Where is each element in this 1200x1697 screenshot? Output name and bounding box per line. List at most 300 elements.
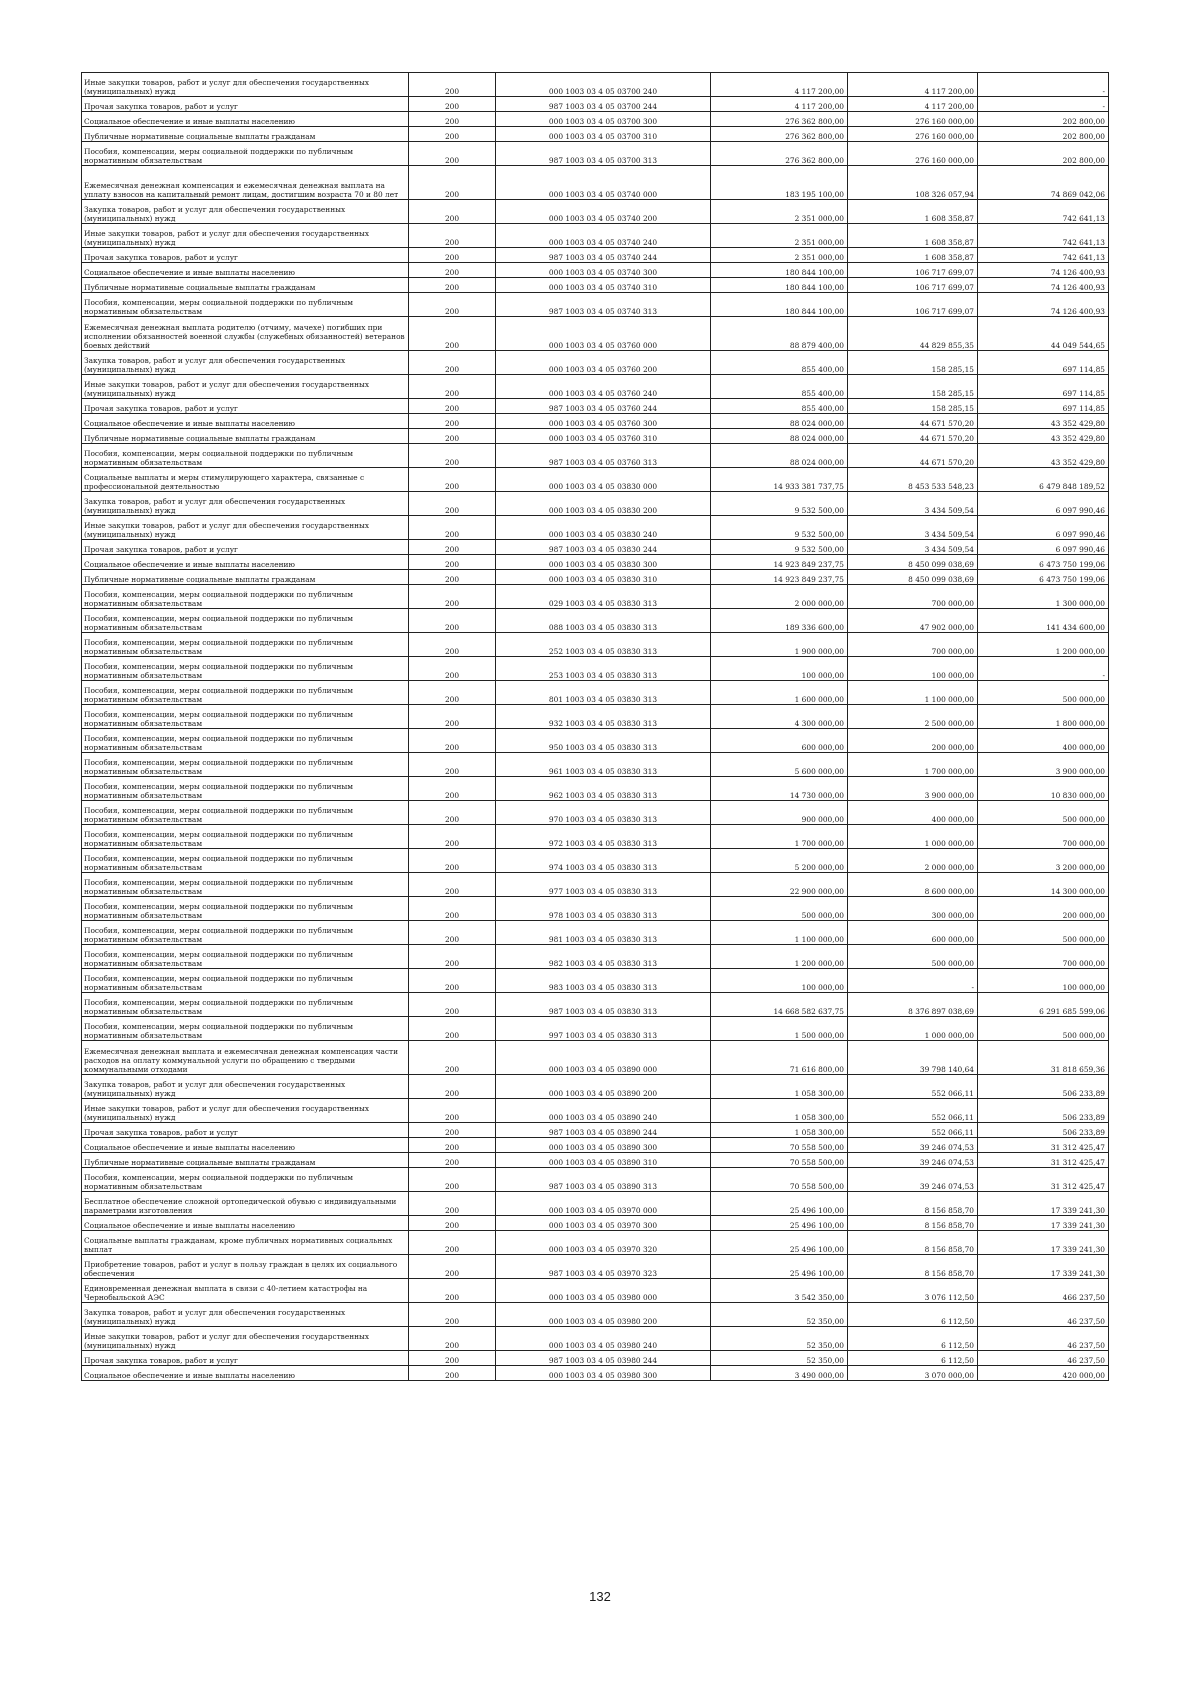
approved-amount-cell: 600 000,00: [711, 729, 848, 753]
table-row: [82, 969, 1109, 993]
approved-amount-cell: 855 400,00: [711, 375, 848, 399]
table-row: [82, 1123, 1109, 1138]
executed-amount-cell: 2 500 000,00: [848, 705, 978, 729]
line-code-cell: 200: [409, 849, 496, 873]
line-code-cell: 200: [409, 399, 496, 414]
item-name-cell: Пособия, компенсации, меры социальной поддержки по публичным нормативным обязательствам: [82, 825, 409, 849]
unexecuted-amount-cell: 17 339 241,30: [978, 1255, 1109, 1279]
line-code-cell: 200: [409, 1255, 496, 1279]
table-row: [82, 945, 1109, 969]
line-code-cell: 200: [409, 657, 496, 681]
executed-amount-cell: 8 600 000,00: [848, 873, 978, 897]
table-row: [82, 414, 1109, 429]
approved-amount-cell: 4 117 200,00: [711, 97, 848, 112]
item-name-cell: Пособия, компенсации, меры социальной поддержки по публичным нормативным обязательствам: [82, 609, 409, 633]
approved-amount-cell: 2 351 000,00: [711, 224, 848, 248]
approved-amount-cell: 88 024 000,00: [711, 414, 848, 429]
table-row: [82, 127, 1109, 142]
table-row: [82, 516, 1109, 540]
item-name-cell: Пособия, компенсации, меры социальной поддержки по публичным нормативным обязательствам: [82, 777, 409, 801]
approved-amount-cell: 189 336 600,00: [711, 609, 848, 633]
table-row: [82, 1279, 1109, 1303]
item-name-cell: Закупка товаров, работ и услуг для обеспечения государственных (муниципальных) нужд: [82, 351, 409, 375]
line-code-cell: 200: [409, 444, 496, 468]
line-code-cell: 200: [409, 1231, 496, 1255]
approved-amount-cell: 100 000,00: [711, 969, 848, 993]
budget-code-cell: 982 1003 03 4 05 03830 313: [496, 945, 711, 969]
executed-amount-cell: 39 246 074,53: [848, 1138, 978, 1153]
unexecuted-amount-cell: 500 000,00: [978, 921, 1109, 945]
item-name-cell: Пособия, компенсации, меры социальной поддержки по публичным нормативным обязательствам: [82, 729, 409, 753]
unexecuted-amount-cell: 3 200 000,00: [978, 849, 1109, 873]
item-name-cell: Иные закупки товаров, работ и услуг для обеспечения государственных (муниципальных) нужд: [82, 224, 409, 248]
budget-code-cell: 978 1003 03 4 05 03830 313: [496, 897, 711, 921]
line-code-cell: 200: [409, 112, 496, 127]
approved-amount-cell: 70 558 500,00: [711, 1153, 848, 1168]
table-row: [82, 1255, 1109, 1279]
executed-amount-cell: 400 000,00: [848, 801, 978, 825]
item-name-cell: Закупка товаров, работ и услуг для обеспечения государственных (муниципальных) нужд: [82, 492, 409, 516]
executed-amount-cell: 1 608 358,87: [848, 200, 978, 224]
table-row: [82, 1327, 1109, 1351]
executed-amount-cell: 158 285,15: [848, 399, 978, 414]
line-code-cell: 200: [409, 1327, 496, 1351]
executed-amount-cell: 108 326 057,94: [848, 166, 978, 200]
budget-code-cell: 987 1003 03 4 05 03740 244: [496, 248, 711, 263]
executed-amount-cell: 39 246 074,53: [848, 1168, 978, 1192]
budget-code-cell: 801 1003 03 4 05 03830 313: [496, 681, 711, 705]
unexecuted-amount-cell: 202 800,00: [978, 112, 1109, 127]
line-code-cell: 200: [409, 1168, 496, 1192]
line-code-cell: 200: [409, 293, 496, 317]
executed-amount-cell: 1 100 000,00: [848, 681, 978, 705]
executed-amount-cell: 1 000 000,00: [848, 825, 978, 849]
budget-code-cell: 000 1003 03 4 05 03830 310: [496, 570, 711, 585]
unexecuted-amount-cell: 31 312 425,47: [978, 1153, 1109, 1168]
line-code-cell: 200: [409, 248, 496, 263]
executed-amount-cell: 3 434 509,54: [848, 492, 978, 516]
approved-amount-cell: 1 100 000,00: [711, 921, 848, 945]
approved-amount-cell: 1 200 000,00: [711, 945, 848, 969]
budget-code-cell: 987 1003 03 4 05 03740 313: [496, 293, 711, 317]
budget-code-cell: 000 1003 03 4 05 03740 200: [496, 200, 711, 224]
budget-code-cell: 000 1003 03 4 05 03740 300: [496, 263, 711, 278]
item-name-cell: Прочая закупка товаров, работ и услуг: [82, 97, 409, 112]
approved-amount-cell: 70 558 500,00: [711, 1168, 848, 1192]
line-code-cell: 200: [409, 1366, 496, 1381]
budget-code-cell: 000 1003 03 4 05 03890 310: [496, 1153, 711, 1168]
budget-code-cell: 972 1003 03 4 05 03830 313: [496, 825, 711, 849]
budget-code-cell: 974 1003 03 4 05 03830 313: [496, 849, 711, 873]
line-code-cell: 200: [409, 993, 496, 1017]
item-name-cell: Публичные нормативные социальные выплаты гражданам: [82, 1153, 409, 1168]
item-name-cell: Социальное обеспечение и иные выплаты населению: [82, 1216, 409, 1231]
unexecuted-amount-cell: 74 126 400,93: [978, 263, 1109, 278]
item-name-cell: Иные закупки товаров, работ и услуг для обеспечения государственных (муниципальных) нужд: [82, 516, 409, 540]
unexecuted-amount-cell: 742 641,13: [978, 200, 1109, 224]
line-code-cell: 200: [409, 681, 496, 705]
line-code-cell: 200: [409, 1123, 496, 1138]
table-row: [82, 224, 1109, 248]
line-code-cell: 200: [409, 97, 496, 112]
approved-amount-cell: 3 490 000,00: [711, 1366, 848, 1381]
budget-code-cell: 000 1003 03 4 05 03760 240: [496, 375, 711, 399]
page-number: 132: [589, 1589, 611, 1604]
line-code-cell: 200: [409, 705, 496, 729]
line-code-cell: 200: [409, 414, 496, 429]
unexecuted-amount-cell: 6 097 990,46: [978, 492, 1109, 516]
approved-amount-cell: 14 933 381 737,75: [711, 468, 848, 492]
table-row: [82, 1017, 1109, 1041]
unexecuted-amount-cell: 500 000,00: [978, 1017, 1109, 1041]
executed-amount-cell: 1 608 358,87: [848, 248, 978, 263]
executed-amount-cell: 39 246 074,53: [848, 1153, 978, 1168]
unexecuted-amount-cell: 700 000,00: [978, 945, 1109, 969]
line-code-cell: 200: [409, 468, 496, 492]
item-name-cell: Публичные нормативные социальные выплаты гражданам: [82, 127, 409, 142]
unexecuted-amount-cell: 466 237,50: [978, 1279, 1109, 1303]
approved-amount-cell: 1 600 000,00: [711, 681, 848, 705]
table-row: [82, 585, 1109, 609]
executed-amount-cell: 106 717 699,07: [848, 278, 978, 293]
unexecuted-amount-cell: 46 237,50: [978, 1351, 1109, 1366]
approved-amount-cell: 22 900 000,00: [711, 873, 848, 897]
unexecuted-amount-cell: 1 800 000,00: [978, 705, 1109, 729]
approved-amount-cell: 4 117 200,00: [711, 73, 848, 97]
item-name-cell: Пособия, компенсации, меры социальной поддержки по публичным нормативным обязательствам: [82, 444, 409, 468]
item-name-cell: Пособия, компенсации, меры социальной поддержки по публичным нормативным обязательствам: [82, 585, 409, 609]
table-row: [82, 293, 1109, 317]
executed-amount-cell: 700 000,00: [848, 633, 978, 657]
item-name-cell: Пособия, компенсации, меры социальной поддержки по публичным нормативным обязательствам: [82, 293, 409, 317]
approved-amount-cell: 183 195 100,00: [711, 166, 848, 200]
item-name-cell: Прочая закупка товаров, работ и услуг: [82, 1123, 409, 1138]
executed-amount-cell: 6 112,50: [848, 1327, 978, 1351]
item-name-cell: Иные закупки товаров, работ и услуг для обеспечения государственных (муниципальных) нужд: [82, 73, 409, 97]
item-name-cell: Ежемесячная денежная выплата и ежемесячная денежная компенсация части расходов на оплату коммунальной услуги по обращению с твердыми коммунальными отходами: [82, 1041, 409, 1075]
approved-amount-cell: 4 300 000,00: [711, 705, 848, 729]
executed-amount-cell: 3 900 000,00: [848, 777, 978, 801]
unexecuted-amount-cell: 74 869 042,06: [978, 166, 1109, 200]
approved-amount-cell: 9 532 500,00: [711, 540, 848, 555]
unexecuted-amount-cell: 506 233,89: [978, 1099, 1109, 1123]
budget-code-cell: 997 1003 03 4 05 03830 313: [496, 1017, 711, 1041]
table-row: [82, 1041, 1109, 1075]
item-name-cell: Публичные нормативные социальные выплаты гражданам: [82, 429, 409, 444]
approved-amount-cell: 1 058 300,00: [711, 1123, 848, 1138]
line-code-cell: 200: [409, 777, 496, 801]
line-code-cell: 200: [409, 127, 496, 142]
executed-amount-cell: 700 000,00: [848, 585, 978, 609]
approved-amount-cell: 88 024 000,00: [711, 444, 848, 468]
unexecuted-amount-cell: 202 800,00: [978, 142, 1109, 166]
item-name-cell: Публичные нормативные социальные выплаты гражданам: [82, 570, 409, 585]
budget-code-cell: 987 1003 03 4 05 03890 244: [496, 1123, 711, 1138]
executed-amount-cell: 2 000 000,00: [848, 849, 978, 873]
item-name-cell: Иные закупки товаров, работ и услуг для обеспечения государственных (муниципальных) нужд: [82, 1327, 409, 1351]
item-name-cell: Социальное обеспечение и иные выплаты населению: [82, 1366, 409, 1381]
budget-code-cell: 987 1003 03 4 05 03700 244: [496, 97, 711, 112]
approved-amount-cell: 52 350,00: [711, 1327, 848, 1351]
executed-amount-cell: 3 070 000,00: [848, 1366, 978, 1381]
line-code-cell: 200: [409, 1216, 496, 1231]
approved-amount-cell: 25 496 100,00: [711, 1231, 848, 1255]
table-row: [82, 825, 1109, 849]
table-row: [82, 1168, 1109, 1192]
unexecuted-amount-cell: 697 114,85: [978, 351, 1109, 375]
executed-amount-cell: 1 700 000,00: [848, 753, 978, 777]
unexecuted-amount-cell: 1 200 000,00: [978, 633, 1109, 657]
table-row: [82, 633, 1109, 657]
approved-amount-cell: 2 351 000,00: [711, 200, 848, 224]
approved-amount-cell: 25 496 100,00: [711, 1255, 848, 1279]
budget-code-cell: 000 1003 03 4 05 03970 300: [496, 1216, 711, 1231]
executed-amount-cell: 300 000,00: [848, 897, 978, 921]
item-name-cell: Закупка товаров, работ и услуг для обеспечения государственных (муниципальных) нужд: [82, 200, 409, 224]
item-name-cell: Бесплатное обеспечение сложной ортопедической обувью с индивидуальными параметрами изготовления: [82, 1192, 409, 1216]
executed-amount-cell: 44 671 570,20: [848, 444, 978, 468]
unexecuted-amount-cell: 6 097 990,46: [978, 516, 1109, 540]
executed-amount-cell: 1 000 000,00: [848, 1017, 978, 1041]
executed-amount-cell: 6 112,50: [848, 1351, 978, 1366]
budget-code-cell: 981 1003 03 4 05 03830 313: [496, 921, 711, 945]
executed-amount-cell: 6 112,50: [848, 1303, 978, 1327]
table-row: [82, 166, 1109, 200]
table-row: [82, 897, 1109, 921]
line-code-cell: 200: [409, 1279, 496, 1303]
budget-code-cell: 000 1003 03 4 05 03740 000: [496, 166, 711, 200]
item-name-cell: Пособия, компенсации, меры социальной поддержки по публичным нормативным обязательствам: [82, 993, 409, 1017]
unexecuted-amount-cell: 31 312 425,47: [978, 1168, 1109, 1192]
executed-amount-cell: 44 829 855,35: [848, 317, 978, 351]
table-row: [82, 1192, 1109, 1216]
budget-code-cell: 987 1003 03 4 05 03830 244: [496, 540, 711, 555]
budget-code-cell: 950 1003 03 4 05 03830 313: [496, 729, 711, 753]
budget-code-cell: 987 1003 03 4 05 03890 313: [496, 1168, 711, 1192]
table-row: [82, 317, 1109, 351]
line-code-cell: 200: [409, 1351, 496, 1366]
budget-code-cell: 000 1003 03 4 05 03890 200: [496, 1075, 711, 1099]
unexecuted-amount-cell: 31 818 659,36: [978, 1041, 1109, 1075]
budget-code-cell: 970 1003 03 4 05 03830 313: [496, 801, 711, 825]
unexecuted-amount-cell: 31 312 425,47: [978, 1138, 1109, 1153]
approved-amount-cell: 276 362 800,00: [711, 112, 848, 127]
item-name-cell: Пособия, компенсации, меры социальной поддержки по публичным нормативным обязательствам: [82, 753, 409, 777]
approved-amount-cell: 855 400,00: [711, 399, 848, 414]
budget-code-cell: 961 1003 03 4 05 03830 313: [496, 753, 711, 777]
item-name-cell: Социальное обеспечение и иные выплаты населению: [82, 555, 409, 570]
unexecuted-amount-cell: 6 097 990,46: [978, 540, 1109, 555]
approved-amount-cell: 500 000,00: [711, 897, 848, 921]
budget-code-cell: 000 1003 03 4 05 03980 000: [496, 1279, 711, 1303]
item-name-cell: Закупка товаров, работ и услуг для обеспечения государственных (муниципальных) нужд: [82, 1075, 409, 1099]
budget-execution-table: [81, 72, 1109, 1381]
unexecuted-amount-cell: 420 000,00: [978, 1366, 1109, 1381]
table-row: [82, 278, 1109, 293]
budget-code-cell: 977 1003 03 4 05 03830 313: [496, 873, 711, 897]
budget-code-cell: 000 1003 03 4 05 03760 200: [496, 351, 711, 375]
executed-amount-cell: 4 117 200,00: [848, 73, 978, 97]
unexecuted-amount-cell: 202 800,00: [978, 127, 1109, 142]
approved-amount-cell: 25 496 100,00: [711, 1192, 848, 1216]
unexecuted-amount-cell: 10 830 000,00: [978, 777, 1109, 801]
unexecuted-amount-cell: -: [978, 657, 1109, 681]
line-code-cell: 200: [409, 263, 496, 278]
unexecuted-amount-cell: 500 000,00: [978, 801, 1109, 825]
executed-amount-cell: 8 376 897 038,69: [848, 993, 978, 1017]
unexecuted-amount-cell: 141 434 600,00: [978, 609, 1109, 633]
line-code-cell: 200: [409, 1017, 496, 1041]
executed-amount-cell: 8 450 099 038,69: [848, 555, 978, 570]
unexecuted-amount-cell: 742 641,13: [978, 224, 1109, 248]
approved-amount-cell: 5 600 000,00: [711, 753, 848, 777]
approved-amount-cell: 1 900 000,00: [711, 633, 848, 657]
item-name-cell: Прочая закупка товаров, работ и услуг: [82, 540, 409, 555]
unexecuted-amount-cell: 3 900 000,00: [978, 753, 1109, 777]
budget-table-container: [81, 72, 1108, 1381]
executed-amount-cell: 500 000,00: [848, 945, 978, 969]
unexecuted-amount-cell: 400 000,00: [978, 729, 1109, 753]
item-name-cell: Пособия, компенсации, меры социальной поддержки по публичным нормативным обязательствам: [82, 801, 409, 825]
line-code-cell: 200: [409, 73, 496, 97]
table-row: [82, 1099, 1109, 1123]
approved-amount-cell: 855 400,00: [711, 351, 848, 375]
executed-amount-cell: 3 076 112,50: [848, 1279, 978, 1303]
table-row: [82, 351, 1109, 375]
table-row: [82, 200, 1109, 224]
line-code-cell: 200: [409, 801, 496, 825]
line-code-cell: 200: [409, 351, 496, 375]
unexecuted-amount-cell: 6 291 685 599,06: [978, 993, 1109, 1017]
budget-code-cell: 000 1003 03 4 05 03980 300: [496, 1366, 711, 1381]
budget-code-cell: 000 1003 03 4 05 03970 000: [496, 1192, 711, 1216]
unexecuted-amount-cell: 43 352 429,80: [978, 414, 1109, 429]
table-row: [82, 1075, 1109, 1099]
budget-code-cell: 000 1003 03 4 05 03700 310: [496, 127, 711, 142]
approved-amount-cell: 9 532 500,00: [711, 492, 848, 516]
budget-code-cell: 029 1003 03 4 05 03830 313: [496, 585, 711, 609]
unexecuted-amount-cell: 742 641,13: [978, 248, 1109, 263]
approved-amount-cell: 3 542 350,00: [711, 1279, 848, 1303]
table-row: [82, 873, 1109, 897]
unexecuted-amount-cell: 17 339 241,30: [978, 1216, 1109, 1231]
table-row: [82, 1366, 1109, 1381]
budget-code-cell: 000 1003 03 4 05 03740 240: [496, 224, 711, 248]
approved-amount-cell: 276 362 800,00: [711, 127, 848, 142]
item-name-cell: Приобретение товаров, работ и услуг в пользу граждан в целях их социального обеспечения: [82, 1255, 409, 1279]
line-code-cell: 200: [409, 570, 496, 585]
unexecuted-amount-cell: 17 339 241,30: [978, 1231, 1109, 1255]
item-name-cell: Пособия, компенсации, меры социальной поддержки по публичным нормативным обязательствам: [82, 921, 409, 945]
unexecuted-amount-cell: 46 237,50: [978, 1327, 1109, 1351]
line-code-cell: 200: [409, 1303, 496, 1327]
item-name-cell: Социальное обеспечение и иные выплаты населению: [82, 414, 409, 429]
line-code-cell: 200: [409, 1138, 496, 1153]
line-code-cell: 200: [409, 921, 496, 945]
unexecuted-amount-cell: 100 000,00: [978, 969, 1109, 993]
table-body: [82, 73, 1109, 1381]
table-row: [82, 1303, 1109, 1327]
item-name-cell: Пособия, компенсации, меры социальной поддержки по публичным нормативным обязательствам: [82, 849, 409, 873]
budget-code-cell: 000 1003 03 4 05 03830 200: [496, 492, 711, 516]
executed-amount-cell: 106 717 699,07: [848, 293, 978, 317]
line-code-cell: 200: [409, 1041, 496, 1075]
approved-amount-cell: 1 058 300,00: [711, 1075, 848, 1099]
budget-code-cell: 983 1003 03 4 05 03830 313: [496, 969, 711, 993]
line-code-cell: 200: [409, 492, 496, 516]
budget-code-cell: 987 1003 03 4 05 03700 313: [496, 142, 711, 166]
table-row: [82, 657, 1109, 681]
budget-code-cell: 252 1003 03 4 05 03830 313: [496, 633, 711, 657]
approved-amount-cell: 52 350,00: [711, 1303, 848, 1327]
budget-code-cell: 987 1003 03 4 05 03760 313: [496, 444, 711, 468]
executed-amount-cell: 276 160 000,00: [848, 112, 978, 127]
unexecuted-amount-cell: -: [978, 97, 1109, 112]
approved-amount-cell: 180 844 100,00: [711, 263, 848, 278]
executed-amount-cell: 44 671 570,20: [848, 414, 978, 429]
budget-code-cell: 000 1003 03 4 05 03830 000: [496, 468, 711, 492]
approved-amount-cell: 276 362 800,00: [711, 142, 848, 166]
line-code-cell: 200: [409, 969, 496, 993]
line-code-cell: 200: [409, 166, 496, 200]
approved-amount-cell: 14 668 582 637,75: [711, 993, 848, 1017]
budget-code-cell: 000 1003 03 4 05 03890 000: [496, 1041, 711, 1075]
budget-code-cell: 987 1003 03 4 05 03760 244: [496, 399, 711, 414]
unexecuted-amount-cell: 14 300 000,00: [978, 873, 1109, 897]
item-name-cell: Пособия, компенсации, меры социальной поддержки по публичным нормативным обязательствам: [82, 705, 409, 729]
table-row: [82, 993, 1109, 1017]
line-code-cell: 200: [409, 224, 496, 248]
line-code-cell: 200: [409, 1153, 496, 1168]
table-row: [82, 1153, 1109, 1168]
table-row: [82, 729, 1109, 753]
table-row: [82, 492, 1109, 516]
line-code-cell: 200: [409, 753, 496, 777]
budget-code-cell: 962 1003 03 4 05 03830 313: [496, 777, 711, 801]
executed-amount-cell: 44 671 570,20: [848, 429, 978, 444]
approved-amount-cell: 5 200 000,00: [711, 849, 848, 873]
budget-code-cell: 000 1003 03 4 05 03980 200: [496, 1303, 711, 1327]
table-row: [82, 570, 1109, 585]
executed-amount-cell: 8 156 858,70: [848, 1231, 978, 1255]
line-code-cell: 200: [409, 317, 496, 351]
approved-amount-cell: 88 024 000,00: [711, 429, 848, 444]
budget-code-cell: 000 1003 03 4 05 03890 240: [496, 1099, 711, 1123]
line-code-cell: 200: [409, 375, 496, 399]
line-code-cell: 200: [409, 142, 496, 166]
item-name-cell: Ежемесячная денежная выплата родителю (отчиму, мачехе) погибших при исполнении обязанностей военной службы (служебных обязанностей) ветеранов боевых действий: [82, 317, 409, 351]
executed-amount-cell: 47 902 000,00: [848, 609, 978, 633]
approved-amount-cell: 2 000 000,00: [711, 585, 848, 609]
line-code-cell: 200: [409, 1099, 496, 1123]
executed-amount-cell: 1 608 358,87: [848, 224, 978, 248]
budget-code-cell: 000 1003 03 4 05 03760 310: [496, 429, 711, 444]
unexecuted-amount-cell: 506 233,89: [978, 1075, 1109, 1099]
budget-code-cell: 987 1003 03 4 05 03970 323: [496, 1255, 711, 1279]
executed-amount-cell: 8 453 533 548,23: [848, 468, 978, 492]
unexecuted-amount-cell: 500 000,00: [978, 681, 1109, 705]
item-name-cell: Прочая закупка товаров, работ и услуг: [82, 248, 409, 263]
approved-amount-cell: 71 616 800,00: [711, 1041, 848, 1075]
executed-amount-cell: 106 717 699,07: [848, 263, 978, 278]
executed-amount-cell: 3 434 509,54: [848, 540, 978, 555]
unexecuted-amount-cell: 46 237,50: [978, 1303, 1109, 1327]
table-row: [82, 540, 1109, 555]
approved-amount-cell: 14 923 849 237,75: [711, 555, 848, 570]
line-code-cell: 200: [409, 633, 496, 657]
budget-code-cell: 000 1003 03 4 05 03760 000: [496, 317, 711, 351]
table-row: [82, 609, 1109, 633]
